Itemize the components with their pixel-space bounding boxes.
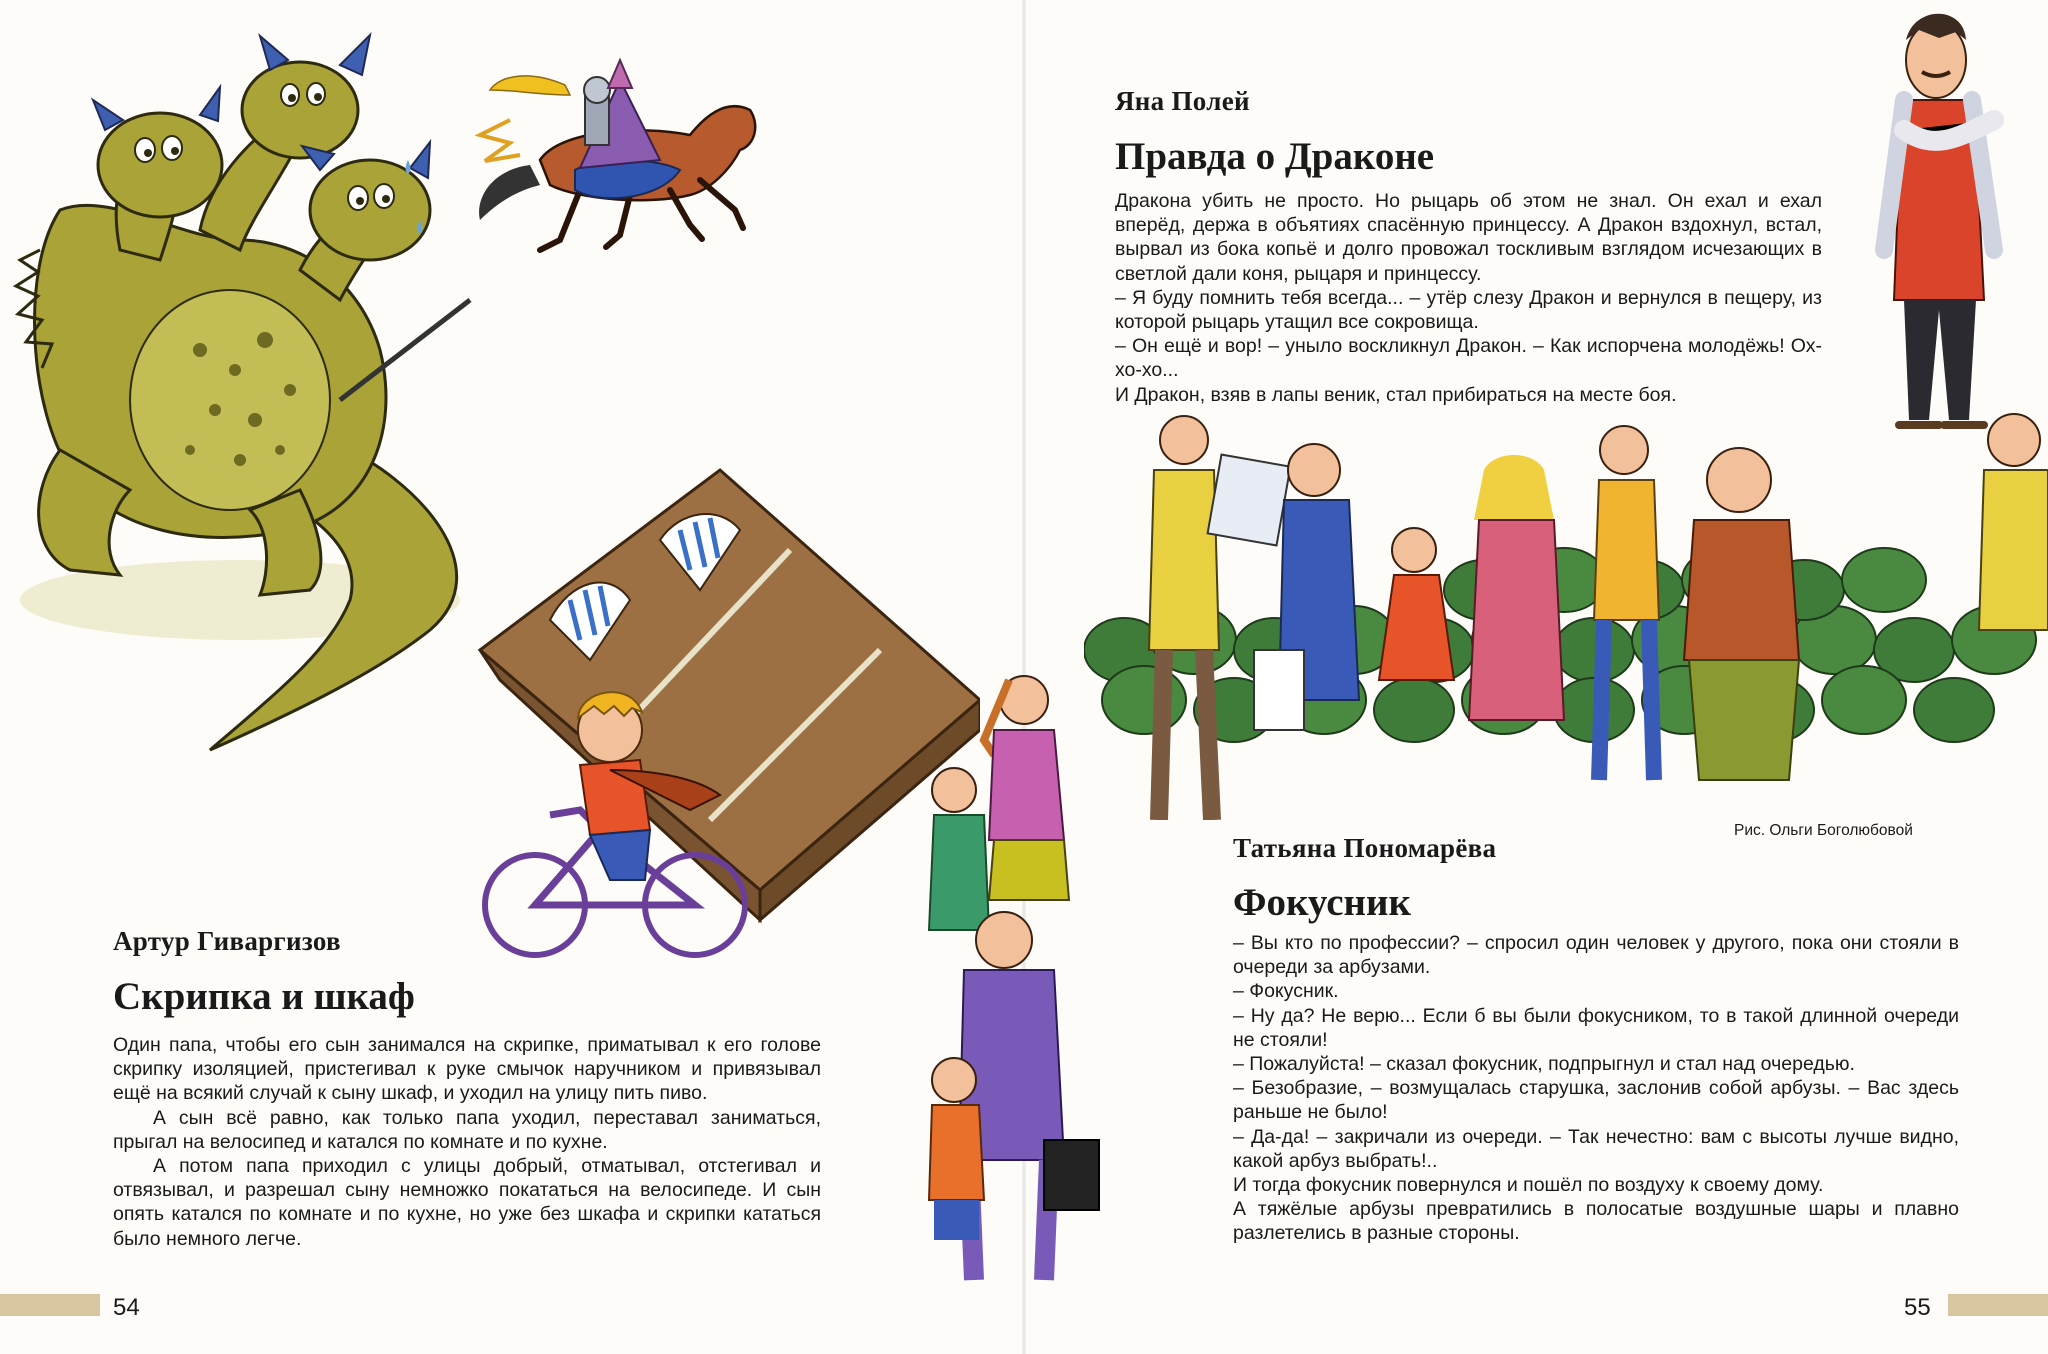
author-name: Яна Полей	[1115, 86, 1250, 116]
story-paragraph: – Пожалуйста! – сказал фокусник, подпрыгнул и стал над очередью.	[1233, 1053, 1855, 1076]
page-number: 55	[1904, 1294, 1931, 1321]
illustration-credit: Рис. Ольги Боголюбовой	[1734, 822, 1913, 839]
story-paragraph: – Вы кто по профессии? – спросил один человек у другого, пока они стояли в очереди за арбузами.	[1233, 932, 1959, 979]
story-paragraph: – Он ещё и вор! – уныло воскликнул Дракон. – Как испорчена молодёжь! Ох-хо-хо...	[1115, 335, 1822, 382]
story-paragraph: – Фокусник.	[1233, 980, 1339, 1003]
story-paragraph: И Дракон, взяв в лапы веник, стал прибираться на месте боя.	[1115, 383, 1677, 406]
folio-bar	[0, 1294, 100, 1316]
folio-bar	[1948, 1294, 2048, 1316]
story-paragraph: Один папа, чтобы его сын занимался на скрипке, приматывал к его голове скрипку изоляцией, пристегивал к руке смычок наручником и привязывал ещё на всякий случай к сыну шкаф, и уходил на улицу пить пиво.	[113, 1034, 821, 1105]
story-paragraph: А тяжёлые арбузы превратились в полосатые воздушные шары и плавно разлетелись в разные стороны.	[1233, 1198, 1959, 1245]
boy-on-bicycle-with-wardrobe-illustration	[460, 450, 980, 960]
watermelon-queue-illustration	[1084, 400, 2048, 820]
story-paragraph: А потом папа приходил с улицы добрый, отматывал, отстегивал и отвязывал, и разрешал сыну немножко покататься на велосипеде. И сын опять катался по комнате и по кухне, но уже без шкафа и скрипки кататься было немного легче.	[113, 1155, 821, 1250]
story-paragraph: И тогда фокусник повернулся и пошёл по воздуху к своему дому.	[1233, 1174, 1824, 1197]
author-name: Татьяна Пономарёва	[1233, 833, 1497, 863]
three-headed-dragon-illustration	[0, 10, 540, 760]
story-paragraph: А сын всё равно, как только папа уходил, переставал заниматься, прыгал на велосипед и катался по комнате и по кухне.	[113, 1106, 821, 1153]
story-title: Правда о Драконе	[1115, 135, 1435, 178]
story-title: Скрипка и шкаф	[113, 975, 415, 1018]
story-paragraph: – Ну да? Не верю... Если б вы были фокусником, то в такой длинной очереди не стояли!	[1233, 1004, 1959, 1051]
story-paragraph: – Да-да! – закричали из очереди. – Так нечестно: вам с высоты лучше видно, какой арбуз выбрать!..	[1233, 1125, 1959, 1172]
story-paragraph: – Безобразие, – возмущалась старушка, заслонив собой арбузы. – Вас здесь раньше не было!	[1233, 1077, 1959, 1124]
magician-floating-illustration	[1844, 0, 2024, 450]
story-text	[1115, 189, 1822, 407]
story-text	[1233, 931, 1959, 1246]
story-paragraph: – Я буду помнить тебя всегда... – утёр слезу Дракон и вернулся в пещеру, из которой рыцарь утащил все сокровища.	[1115, 286, 1822, 334]
author-name: Артур Гиваргизов	[113, 926, 341, 956]
right-page	[1024, 0, 2048, 1354]
story-text	[113, 1033, 821, 1251]
story-title: Фокусник	[1233, 881, 1411, 924]
knight-on-horse-illustration	[470, 50, 780, 260]
story-paragraph: Дракона убить не просто. Но рыцарь об этом не знал. Он ехал и ехал вперёд, держа в объятиях спасённую принцессу. А Дракон вздохнул, встал, вырвал из бока копьё и долго провожал тоскливым взглядом исчезающих в светлой дали коня, рыцаря и принцессу.	[1115, 190, 1822, 285]
page-number: 54	[113, 1294, 140, 1321]
family-walking-illustration	[914, 640, 1184, 1330]
